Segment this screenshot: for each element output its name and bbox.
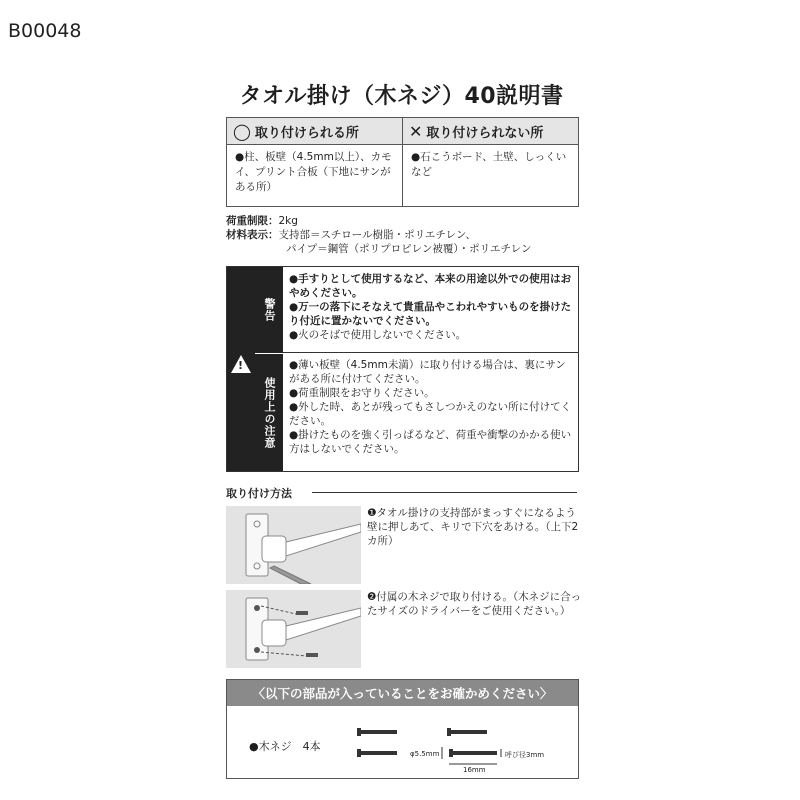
warning-labels — [255, 267, 283, 471]
warning-item: ●火のそばで使用しないでください。 — [289, 329, 467, 341]
spec-block — [226, 214, 586, 256]
how-to-heading: 取り付け方法 — [226, 487, 292, 500]
mounting-places-table — [226, 117, 579, 207]
ng-places-header — [403, 118, 578, 145]
step1-illustration — [226, 506, 361, 584]
warning-item: ●手すりとして使用するなど、本来の用途以外での使用はおやめください。 — [289, 273, 572, 299]
ng-places-column — [402, 118, 578, 206]
ng-places-title: 取り付けられない所 — [426, 125, 544, 141]
head-diameter-label: φ5.5mm — [410, 750, 440, 758]
page-title: タオル掛け（木ネジ）40説明書 — [239, 84, 564, 109]
parts-box — [226, 679, 579, 779]
screw-icon — [347, 720, 567, 772]
warning-box — [226, 266, 579, 472]
warning-label: 警告 — [255, 267, 283, 354]
caution-label: 使用上の注意 — [263, 376, 276, 449]
nominal-diameter-label: 呼び径3mm — [505, 751, 545, 759]
heading-divider — [312, 492, 577, 493]
step2-illustration — [226, 590, 361, 668]
step1-text: ❶タオル掛けの支持部がまっすぐになるよう壁に押しあて、キリで下穴をあける。（上下2カ所） — [367, 507, 579, 547]
product-code: B00048 — [8, 20, 82, 42]
caution-item: ●薄い板壁（4.5mm未満）に取り付ける場合は、裏にサンがある所に付けてください。 — [289, 359, 566, 385]
ok-places-title: 取り付けられる所 — [254, 125, 359, 141]
material-label: 材料表示： — [226, 229, 279, 241]
length-label: 16mm — [463, 766, 486, 774]
circle-icon: ◯ — [233, 121, 251, 141]
caution-item: ●荷重制限をお守りください。 — [289, 387, 435, 399]
warning-section — [283, 267, 578, 353]
cross-icon: ✕ — [409, 121, 423, 141]
ok-places-header — [227, 118, 402, 145]
ng-places-text: ●石こうボード、土壁、しっくいなど — [411, 151, 567, 178]
warning-item: ●万一の落下にそなえて貴重品やこわれやすいものを掛けたり付近に置かないでください。 — [289, 301, 572, 327]
parts-header: 〈以下の部品が入っていることをお確かめください〉 — [227, 680, 578, 706]
ok-places-column — [227, 118, 402, 206]
warning-content — [283, 267, 578, 471]
load-label: 荷重制限： — [226, 215, 279, 227]
step2-text: ❷付属の木ネジで取り付ける。（木ネジに合ったサイズのドライバーをご使用ください。） — [367, 591, 582, 617]
material-line2: パイプ＝鋼管（ポリプロピレン被覆）・ポリエチレン — [286, 243, 532, 255]
caution-item: ●掛けたものを強く引っぱるなど、荷重や衝撃のかかる使い方はしないでください。 — [289, 429, 572, 455]
warning-triangle-icon: ! — [231, 355, 251, 373]
caution-section — [283, 353, 578, 471]
ok-places-text: ●柱、板壁（4.5mm以上）、カモイ、プリント合板（下地にサンがある所） — [235, 151, 392, 193]
parts-item: ●木ネジ 4本 — [249, 740, 321, 753]
warning-side — [227, 267, 255, 471]
material-line1: 支持部＝スチロール樹脂・ポリエチレン、 — [278, 229, 477, 241]
load-value: 2kg — [278, 215, 298, 227]
caution-item: ●外した時、あとが残ってもさしつかえのない所に付けてください。 — [289, 401, 572, 427]
